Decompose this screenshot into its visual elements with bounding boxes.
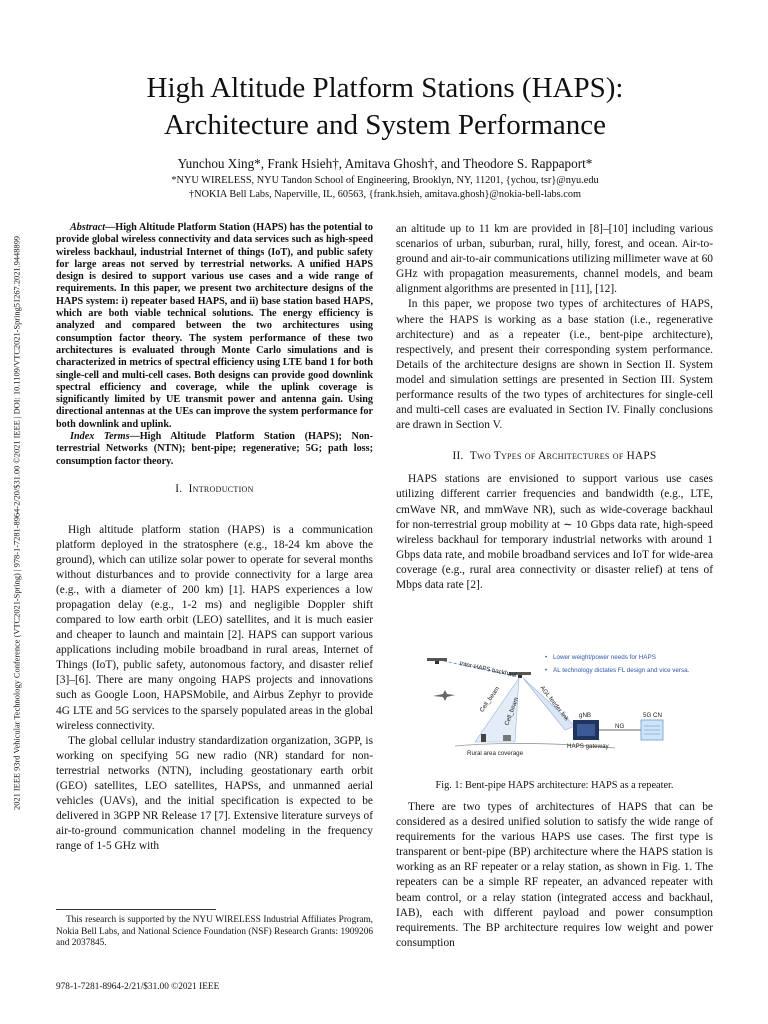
right-paragraph-1: an altitude up to 11 km are provided in [8]–[10] including various scenarios of urban, suburban, rural, hilly, forest, and ocean. Air-to-ground and air-to-air communications utilizing millimeter wave at 60 GHz with propagation measurements, channel models, and beam alignment algorithms are presented in [11], [12].	[396, 223, 713, 296]
author-list: Yunchou Xing*, Frank Hsieh†, Amitava Ghosh†, and Theodore S. Rappaport*	[177, 156, 593, 171]
figure-bullet-list	[545, 654, 705, 680]
intro-paragraph-1: High altitude platform station (HAPS) is a communication platform deployed in the stratosphere (e.g., 18-24 km above the ground), which can utilize solar power to operate for several months without disturbances and to provide connectivity for a large area (e.g., with a diameter of 200 km) [1]. HAPS experiences a low propagation delay (e.g., 1-2 ms) and negligible Doppler shift compared to low earth orbit (LEO) satellites, and it is much easier and cheaper to launch and maintain [2]. HAPS can support various applications including mobile broadband in rural areas, Internet of Things (IoT), public safety, autonomous factory, and disaster relief [3]–[6]. There are many ongoing HAPS projects and innovations such as Google Loon, HAPSMobile, and Airbus Zephyr to provide 4G LTE and 5G services to the sparsely populated areas in the global wireless connectivity.	[56, 523, 373, 732]
right-column-lower	[396, 800, 713, 951]
gnb-inner	[577, 724, 595, 736]
footnote: This research is supported by the NYU WIRELESS Industrial Affiliates Program, Nokia Bell Labs, and National Science Foundation (NSF) Research Grants: 1909206 and 2037845.	[56, 915, 373, 948]
paper-title	[60, 70, 710, 144]
ue-house-icon	[503, 735, 511, 741]
title-line-1: High Altitude Platform Stations (HAPS):	[146, 72, 624, 104]
index-terms	[56, 431, 373, 468]
label-feeder-link: AGL feeder link	[538, 684, 571, 723]
abstract	[56, 222, 373, 431]
index-terms-text: —High Altitude Platform Station (HAPS); Non-terrestrial Networks (NTN); bent-pipe; regenerative; 5G; path loss; consumption factor theory.	[56, 431, 373, 467]
right-paragraph-2: In this paper, we propose two types of architectures of HAPS, where the HAPS is working as a base station (i.e., regenerative architecture) and as a repeater (i.e., bent-pipe architecture), respectively, and present their corresponding system performance. Details of the architecture designs are shown in Section II. System model and simulation settings are presented in Section III. System performance results of the two types of architectures for single-cell and multi-cell cases are evaluated in Section IV. Finally conclusions are drawn in Section V.	[396, 298, 713, 432]
figure-bent-pipe-architecture	[415, 650, 705, 765]
label-haps-gateway: HAPS gateway	[567, 743, 609, 750]
left-column	[56, 222, 373, 854]
section-2-paragraph-1: HAPS stations are envisioned to support various use cases utilizing different carrier frequencies and bandwidth (e.g., LTE, cmWave NR, and mmWave NR), such as wide-coverage backhaul for non-terrestrial group mobility at ∼ 10 Gbps data rate, high-speed wireless backhaul for temporary industrial networks with around 1 Gbps data rate, and mobile broadband services and IoT for wide-area coverage (e.g., rural area connectivity or disaster relief) at tens of Mbps data rate [2].	[396, 473, 713, 591]
right-column	[396, 222, 713, 593]
aircraft-icon	[433, 690, 455, 701]
haps-platform-left-icon	[427, 658, 447, 664]
index-terms-label: Index Terms	[70, 431, 130, 443]
sidebar-text: 2021 IEEE 93rd Vehicular Technology Conference (VTC2021-Spring) | 978-1-7281-8964-2/20/$31.00 ©2021 IEEE | DOI: 10.1109/VTC2021-Spring51267.2021.9448899	[12, 235, 22, 810]
label-cell-beam-2: Cell_beam	[503, 696, 521, 727]
label-rural-area-coverage: Rural area coverage	[467, 750, 524, 757]
figure-bullet-2: • AL technology dictates FL design and vice versa.	[545, 667, 705, 675]
title-line-2: Architecture and System Performance	[163, 109, 607, 141]
ieee-sidebar-stamp	[2, 155, 32, 890]
section-1-title: Introduction	[188, 482, 254, 495]
feeder-link-beam	[523, 678, 575, 730]
label-gnb: gNB	[579, 712, 592, 719]
section-2-number: II.	[452, 450, 464, 463]
label-ng: NG	[615, 723, 625, 730]
affiliation-nokia: †NOKIA Bell Labs, Naperville, IL, 60563, {frank.hsieh, amitava.ghosh}@nokia-bell-labs.com	[189, 189, 581, 200]
section-1-number: I.	[175, 482, 183, 495]
footnote-rule	[56, 909, 216, 910]
ue-phone-icon	[481, 734, 486, 742]
affiliation-nyu: *NYU WIRELESS, NYU Tandon School of Engineering, Brooklyn, NY, 11201, {ychou, tsr}@nyu.edu	[171, 175, 599, 186]
section-1-heading	[56, 483, 373, 495]
abstract-label: Abstract	[70, 222, 106, 233]
label-5g-cn: 5G CN	[643, 712, 662, 719]
abstract-text: —High Altitude Platform Station (HAPS) has the potential to provide global wireless connectivity and data services such as high-speed wireless backhaul, industrial Internet of things (IoT), and public safety for large areas not served by terrestrial networks. A unified HAPS design is desired to support various use cases and a wide range of requirements. In this paper, we present two architecture designs of the HAPS system: i) repeater based HAPS, and ii) base station based HAPS, which are both viable technical solutions. The energy efficiency is analyzed and compared between the two architectures using consumption factor theory. The system performance of these two architectures is evaluated through Monte Carlo simulations and is characterized in metrics of spectral efficiency using LTE band 1 for both single-cell and multi-cell cases. Both designs can provide good downlink spectral efficiency and coverage, while the uplink coverage is significantly limited by UE transmit power and antenna gain. Using directional antennas at the UEs can improve the system performance for both downlink and uplink.	[56, 222, 373, 430]
figure-caption: Fig. 1: Bent-pipe HAPS architecture: HAPS as a repeater.	[435, 780, 674, 791]
intro-paragraph-2: The global cellular industry standardization organization, 3GPP, is working on specifying 5G new radio (NR) standard for non-terrestrial networks (NTN), including geostationary earth orbit (GEO) satellites, LEO satellites, HAPSs, and unmanned aerial vehicles (UAVs), and the initial specification is expected to be delivered in 3GPP NR Release 17 [7]. Extensive literature surveys of air-to-ground communication channel modeling in the frequency range of 1-5 GHz with	[56, 734, 373, 852]
label-cell-beam-1: Cell_beam	[478, 685, 502, 714]
section-2-paragraph-2: There are two types of architectures of HAPS that can be considered as a desired unified solution to satisfy the wide range of requirements for the various HAPS use cases. The first type is transparent or bent-pipe (BP) architecture where the HAPS station is working as an RF repeater or a relay station, as shown in Fig. 1. The repeaters can be a simple RF repeater, an advanced repeater with beam control, or a relay station (integrated access and backhaul, IAB), each with different payload and power consumption requirements. The BP architecture requires low weight and power consumption	[396, 801, 713, 949]
copyright-line: 978-1-7281-8964-2/21/$31.00 ©2021 IEEE	[56, 982, 220, 992]
section-2-heading	[396, 450, 713, 462]
label-inter-haps-backhaul: Inter-HAPS backhaul	[458, 660, 517, 679]
section-2-title: Two Types of Architectures of HAPS	[469, 450, 657, 463]
figure-bullet-1: • Lower weight/power needs for HAPS	[545, 654, 705, 662]
